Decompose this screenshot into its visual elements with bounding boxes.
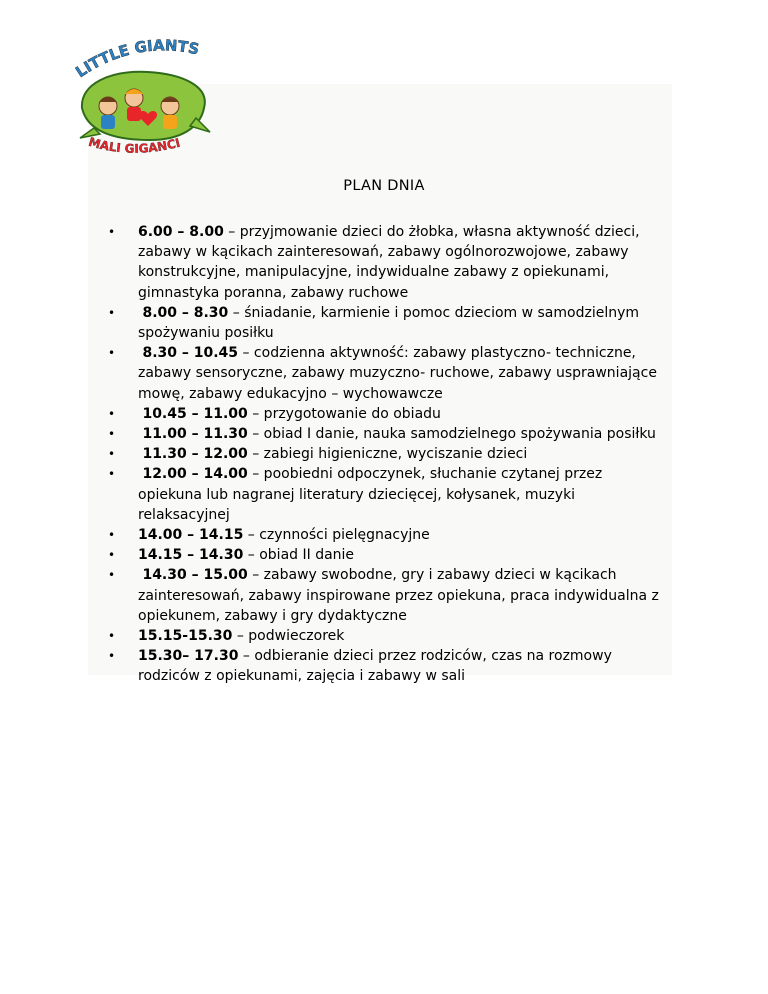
schedule-item (108, 424, 668, 444)
schedule-item (108, 626, 668, 646)
child-left-icon (99, 97, 117, 129)
schedule-description: – obiad I danie, nauka samodzielnego spożywania posiłku (247, 426, 656, 443)
schedule-time: 14.00 – 14.15 (138, 527, 244, 544)
schedule-item (108, 565, 668, 626)
schedule-item (108, 404, 668, 424)
child-right-icon (161, 97, 179, 129)
schedule-item (108, 444, 668, 464)
schedule-description: – obiad II danie (243, 547, 355, 564)
schedule-item (108, 464, 668, 525)
logo-top-text: LITTLE GIANTS (72, 36, 201, 82)
schedule-description: – zabiegi higieniczne, wyciszanie dzieci (247, 446, 528, 463)
schedule-description: – zabawy swobodne, gry i zabawy dzieci w kącikach zainteresowań, zabawy inspirowane przez opiekuna, praca indywidualna z opiekunem, zabawy i gry dydaktyczne (138, 567, 659, 624)
schedule-description: – przyjmowanie dzieci do żłobka, własna aktywność dzieci, zabawy w kącikach zainteresowań, zabawy ogólnorozwojowe, zabawy konstrukcyjne, manipulacyjne, indywidualne zabawy z opiekunami, gimnastyka poranna, zabawy ruchowe (138, 224, 640, 301)
schedule-item (108, 545, 668, 565)
schedule-time: 8.00 – 8.30 (142, 304, 229, 321)
schedule-description: – podwieczorek (232, 628, 345, 645)
schedule-item (108, 303, 668, 343)
schedule-time: 14.30 – 15.00 (142, 567, 248, 584)
schedule-time: 8.30 – 10.45 (142, 345, 239, 362)
schedule-time: 12.00 – 14.00 (142, 466, 248, 483)
schedule-time: 10.45 – 11.00 (142, 405, 248, 422)
schedule-description: – poobiedni odpoczynek, słuchanie czytanej przez opiekuna lub nagranej literatury dziecięcej, kołysanek, muzyki relaksacyjnej (138, 466, 603, 523)
schedule-description: – przygotowanie do obiadu (247, 405, 441, 422)
schedule-time: 15.30– 17.30 (138, 648, 239, 665)
schedule-item (108, 222, 668, 303)
daily-schedule-list (108, 222, 668, 687)
schedule-description: – czynności pielęgnacyjne (243, 527, 430, 544)
schedule-item (108, 525, 668, 545)
schedule-time: 14.15 – 14.30 (138, 547, 244, 564)
schedule-description: – codzienna aktywność: zabawy plastyczno- techniczne, zabawy sensoryczne, zabawy muzyczno- ruchowe, zabawy usprawniające mowę, zabawy edukacyjno – wychowawcze (138, 345, 657, 402)
schedule-time: 15.15-15.30 (138, 628, 233, 645)
schedule-description: – odbieranie dzieci przez rodziców, czas na rozmowy rodziców z opiekunami, zajęcia i zabawy w sali (138, 648, 612, 685)
little-giants-logo (70, 36, 220, 166)
logo-bottom-text: MALI GIGANCI (86, 134, 182, 156)
schedule-time: 11.00 – 11.30 (142, 426, 248, 443)
schedule-item (108, 343, 668, 404)
schedule-time: 6.00 – 8.00 (138, 224, 224, 240)
schedule-description: – śniadanie, karmienie i pomoc dzieciom w samodzielnym spożywaniu posiłku (138, 304, 640, 342)
schedule-time: 11.30 – 12.00 (142, 446, 248, 463)
schedule-item (108, 646, 668, 686)
logo-graphic (70, 36, 220, 166)
page-title: PLAN DNIA (343, 178, 425, 194)
